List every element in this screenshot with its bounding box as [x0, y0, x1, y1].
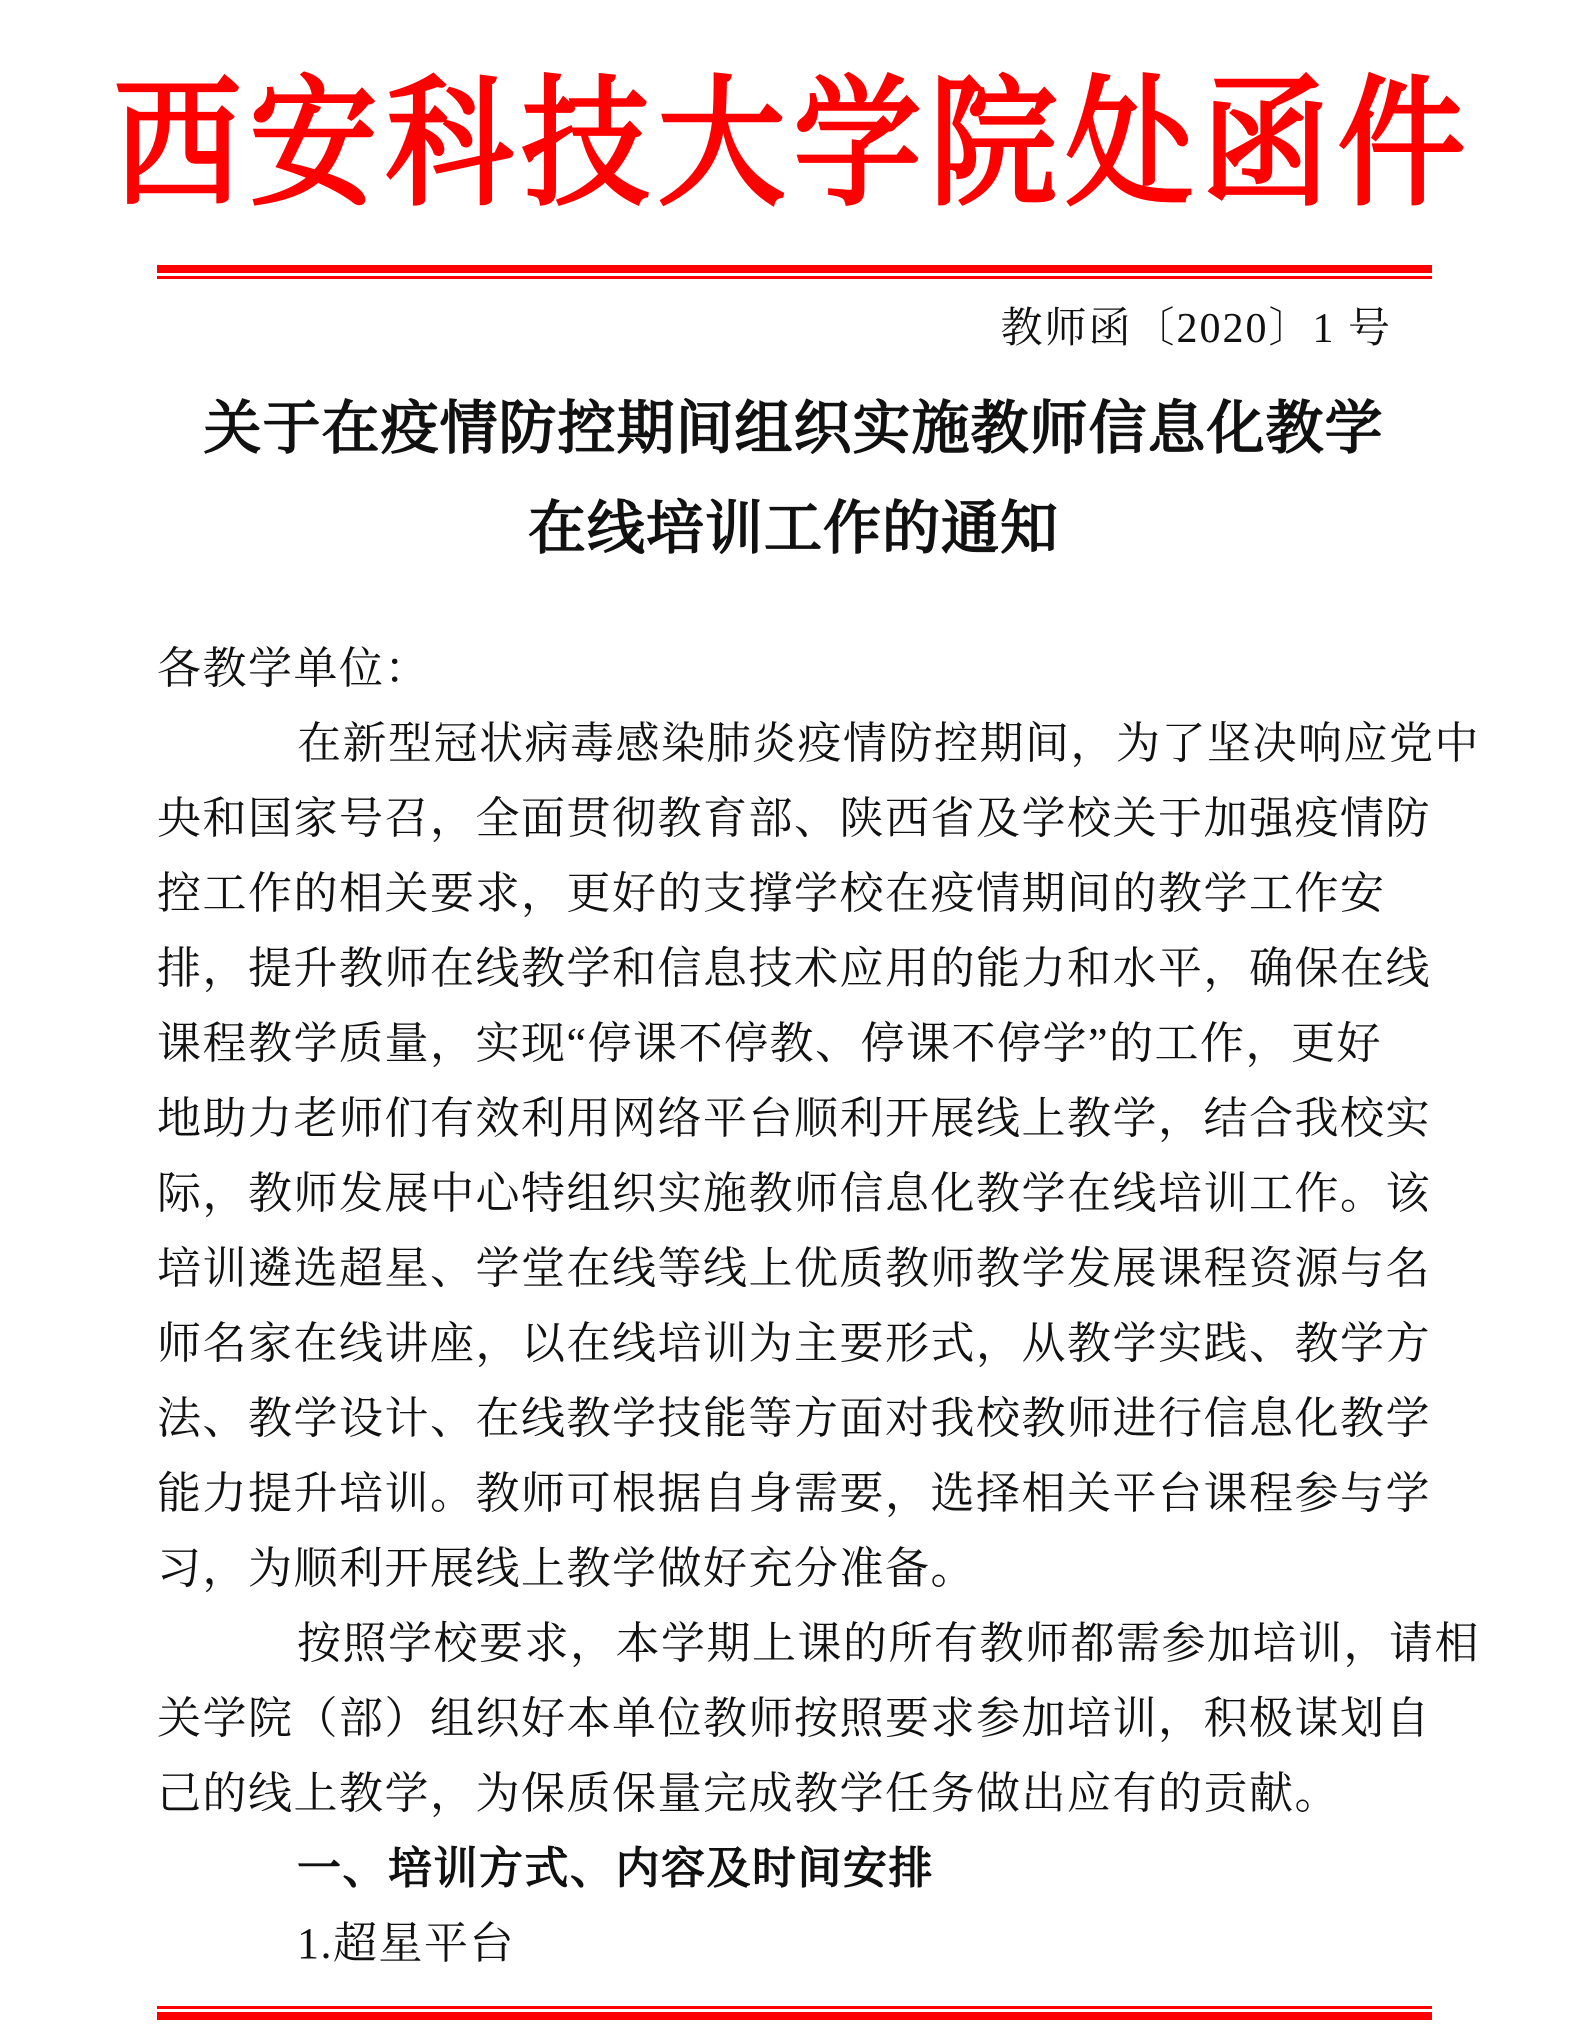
document-title: [0, 379, 1587, 579]
paragraph-line: 能力提升培训。教师可根据自身需要，选择相关平台课程参与学: [157, 1469, 1431, 1518]
footer-divider-thick-line: [157, 2012, 1432, 2020]
header-divider-thick-line: [157, 265, 1432, 273]
document-title-line2: 在线培训工作的通知: [527, 496, 1059, 561]
paragraph-line: 排，提升教师在线教学和信息技术应用的能力和水平，确保在线: [157, 944, 1431, 993]
paragraph-line: 习，为顺利开展线上教学做好充分准备。: [157, 1544, 976, 1593]
paragraph-line: 法、教学设计、在线教学技能等方面对我校教师进行信息化教学: [157, 1394, 1431, 1443]
document-body: [157, 631, 1480, 1981]
paragraph-line: 央和国家号召，全面贯彻教育部、陕西省及学校关于加强疫情防: [157, 794, 1431, 843]
header-divider-thin-line: [157, 276, 1432, 279]
document-number: 教师函〔2020〕1 号: [1000, 306, 1392, 352]
paragraph-line: 按照学校要求，本学期上课的所有教师都需参加培训，请相: [297, 1619, 1480, 1668]
paragraph-line: 际，教师发展中心特组织实施教师信息化教学在线培训工作。该: [157, 1169, 1431, 1218]
paragraph-line: 在新型冠状病毒感染肺炎疫情防控期间，为了坚决响应党中: [297, 719, 1480, 768]
paragraph-line: 控工作的相关要求，更好的支撑学校在疫情期间的教学工作安: [157, 869, 1386, 918]
list-item: 1.超星平台: [297, 1919, 515, 1968]
paragraph-line: 培训遴选超星、学堂在线等线上优质教师教学发展课程资源与名: [157, 1244, 1431, 1293]
paragraph-line: 关学院（部）组织好本单位教师按照要求参加培训，积极谋划自: [157, 1694, 1431, 1743]
paragraph-line: 地助力老师们有效利用网络平台顺利开展线上教学，结合我校实: [157, 1094, 1431, 1143]
letterhead-title: 西安科技大学院处函件: [113, 65, 1474, 224]
header-divider: [157, 265, 1432, 279]
salutation: 各教学单位：: [157, 644, 430, 693]
paragraph-line: 课程教学质量，实现“停课不停教、停课不停学”的工作，更好: [157, 1019, 1383, 1068]
section-heading: 一、培训方式、内容及时间安排: [297, 1844, 934, 1893]
paragraph-line: 师名家在线讲座，以在线培训为主要形式，从教学实践、教学方: [157, 1319, 1431, 1368]
paragraph-line: 己的线上教学，为保质保量完成教学任务做出应有的贡献。: [157, 1769, 1340, 1818]
document-title-line1: 关于在疫情防控期间组织实施教师信息化教学: [203, 396, 1384, 461]
footer-divider: [157, 2006, 1432, 2020]
